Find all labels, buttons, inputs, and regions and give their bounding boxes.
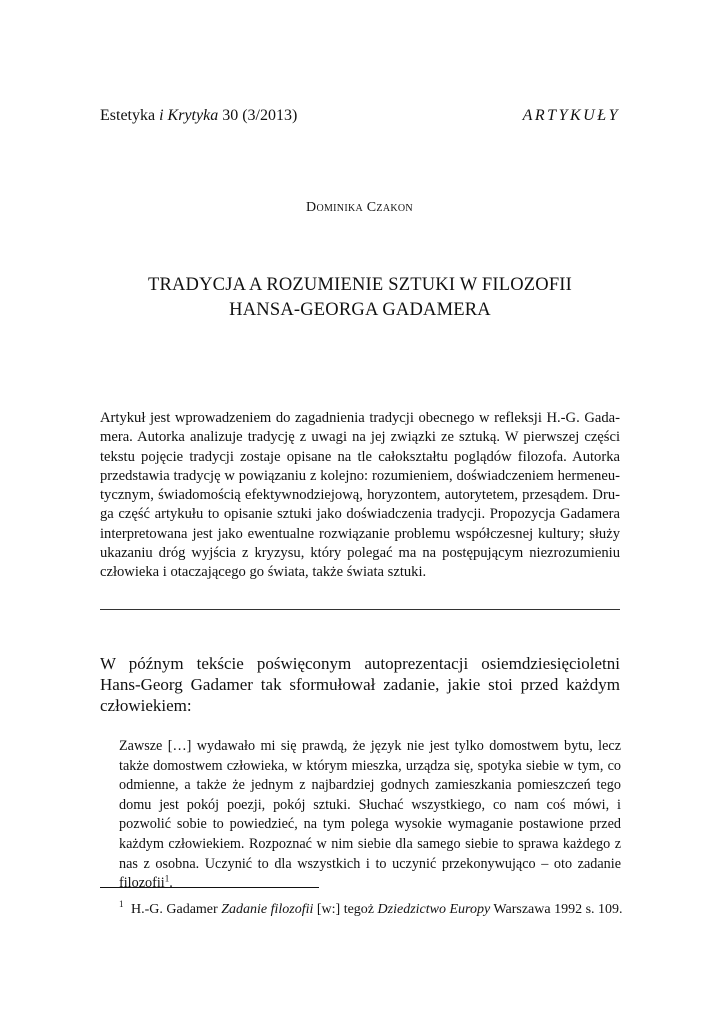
article-title	[100, 273, 620, 323]
section-label: ARTYKUŁY	[522, 107, 620, 124]
body-paragraph: W późnym tekście poświęconym autoprezentacji osiemdziesięcioletni Hans-Georg Gadamer tak sformułował zadanie, jakie stoi przed każdym człowiekiem:	[100, 654, 620, 715]
footnote-text-3: Warszawa 1992 s. 109.	[490, 902, 623, 917]
footnote-title-1: Zadanie filozofii	[221, 902, 314, 917]
block-quote-end: .	[169, 875, 173, 892]
journal-name-italic-krytyka: Krytyka	[167, 107, 219, 124]
journal-name-part: Estetyka	[100, 107, 160, 124]
footnote-title-2: Dziedzictwo Europy	[377, 902, 491, 917]
journal-name-italic-i: i	[159, 107, 164, 124]
article-title-line-1: TRADYCJA A ROZUMIENIE SZTUKI W FILOZOFII	[147, 275, 573, 295]
footnote-divider	[100, 887, 319, 888]
footnote	[119, 901, 629, 919]
article-title-line-2: HANSA-GEORGA GADAMERA	[229, 300, 491, 320]
journal-header	[100, 106, 297, 126]
footnote-number: 1	[119, 899, 124, 910]
journal-issue: 30 (3/2013)	[218, 107, 298, 124]
footnote-text-1: H.-G. Gadamer	[127, 902, 222, 917]
footnote-reference[interactable]: 1	[164, 873, 170, 884]
footnote-text-2: [w:] tegoż	[313, 902, 378, 917]
block-quote	[119, 737, 621, 894]
abstract: Artykuł jest wprowadzeniem do zagadnienia tradycji obecnego w refleksji H.-G. Gadamera. Autorka analizuje tradycję z uwagi na jej związki ze sztuką. W pierwszej części tekstu pojęcie tradycji zostaje opisane na tle całokształtu poglądów filozofa. Autorka przedstawia tradycję w powiązaniu z kolejno: rozumieniem, doświadczeniem hermeneutycznym, świadomością efektywnodziejową, horyzontem, autorytetem, przesądem. Druga część artykułu to opisanie sztuki jako doświadczenia tradycji. Propozycja Gadamera interpretowana jest jako ewentualne rozwiązanie problemu współczesnej kultury; służy ukazaniu dróg wyjścia z kryzysu, który polegać ma na postępującym niezrozumieniu człowieka i otaczającego go świata, także świata sztuki.	[100, 410, 620, 581]
block-quote-text: Zawsze […] wydawało mi się prawdą, że język nie jest tylko domostwem bytu, lecz także domostwem człowieka, w którym mieszka, urządza się, spotyka siebie w tym, co odmienne, a także że jednym z najbardziej godnych zamieszkania pomieszczeń tego domu jest pokój poezji, pokój sztuki. Słuchać wszystkiego, co nam coś mówi, i pozwolić sobie to powiedzieć, na tym polega wysokie wymaganie postawione przed każdym człowiekiem. Rozpoznać w nim siebie dla samego siebie to sprawa każdego z nas z osobna. Uczynić to dla wszystkich i to uczynić przekonywująco – oto zadanie filozofii	[119, 738, 621, 892]
abstract-separator	[100, 609, 620, 610]
author-name: Dominika Czakon	[306, 200, 413, 215]
